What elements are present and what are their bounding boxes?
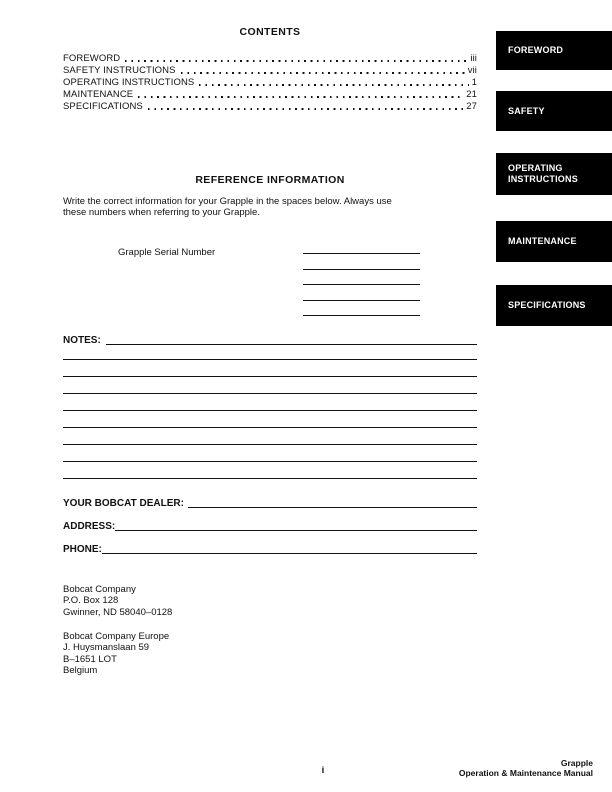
table-of-contents [63, 52, 477, 112]
dot-leader [181, 72, 465, 74]
toc-entry-page: vii [467, 65, 477, 76]
dot-leader [148, 108, 463, 110]
dealer-blank-line [188, 507, 477, 508]
address-blank-line [115, 530, 477, 531]
toc-entry-foreword[interactable] [63, 52, 477, 64]
address-line: Belgium [63, 665, 98, 677]
toc-entry-page: iii [470, 53, 477, 64]
notes-blank-lines [63, 343, 477, 479]
section-tab-label: OPERATING INSTRUCTIONS [508, 163, 578, 184]
notes-blank-line [63, 462, 477, 479]
notes-blank-line [63, 428, 477, 445]
serial-number-label: Grapple Serial Number [118, 247, 216, 258]
section-tab-operating-instructions[interactable] [496, 153, 612, 195]
notes-blank-line [63, 343, 477, 360]
notes-blank-line [63, 394, 477, 411]
toc-entry-page: 1 [471, 77, 477, 88]
toc-entry-label: SAFETY INSTRUCTIONS [63, 65, 176, 76]
address-label: ADDRESS: [63, 521, 116, 532]
notes-blank-line [63, 377, 477, 394]
address-row [63, 520, 477, 532]
section-tab-specifications[interactable] [496, 285, 612, 326]
phone-blank-line [102, 553, 477, 554]
page-number: i [321, 765, 325, 776]
toc-entry-safety-instructions[interactable] [63, 64, 477, 76]
toc-entry-maintenance[interactable] [63, 88, 477, 100]
footer-doc-line: Grapple [560, 758, 593, 768]
toc-entry-page: 27 [466, 101, 477, 112]
section-tab-safety[interactable] [496, 91, 612, 131]
contents-title: CONTENTS [239, 26, 301, 38]
toc-entry-specifications[interactable] [63, 100, 477, 112]
notes-label: NOTES: [63, 335, 101, 346]
footer-doc-line: Operation & Maintenance Manual [458, 767, 593, 778]
dot-leader [125, 60, 467, 62]
serial-blank-line [303, 285, 420, 300]
toc-entry-label: MAINTENANCE [63, 89, 134, 100]
toc-entry-page: 21 [466, 89, 477, 100]
address-line: J. Huysmanslaan 59 [63, 642, 150, 654]
address-line: Bobcat Company Europe [63, 631, 170, 642]
serial-blank-line [303, 270, 420, 285]
reference-intro-paragraph [63, 196, 479, 219]
address-line: Gwinner, ND 58040–0128 [63, 606, 173, 618]
toc-entry-label: FOREWORD [63, 53, 121, 64]
company-address-europe [63, 631, 169, 677]
notes-blank-line [63, 360, 477, 377]
dot-leader [199, 84, 468, 86]
phone-row [63, 543, 477, 555]
notes-blank-line [63, 411, 477, 428]
reference-intro-line: these numbers when referring to your Grapple. [63, 207, 260, 219]
phone-label: PHONE: [63, 544, 102, 555]
address-line: P.O. Box 128 [63, 595, 119, 607]
serial-number-blank-lines [303, 239, 420, 316]
company-address-us [63, 584, 172, 618]
section-tab-maintenance[interactable] [496, 221, 612, 262]
notes-blank-line [63, 445, 477, 462]
address-line: B–1651 LOT [63, 653, 117, 665]
section-tab-label: MAINTENANCE [508, 236, 577, 247]
dealer-row [63, 497, 477, 509]
serial-blank-line [303, 254, 420, 269]
section-tab-label: FOREWORD [508, 45, 564, 56]
document-title-footer [459, 759, 593, 778]
serial-blank-line [303, 301, 420, 316]
reference-intro-line: Write the correct information for your Grapple in the spaces below. Always use [63, 196, 392, 207]
section-tab-label: SPECIFICATIONS [508, 300, 586, 311]
toc-entry-label: SPECIFICATIONS [63, 101, 143, 112]
address-line: Bobcat Company [63, 584, 136, 595]
toc-entry-operating-instructions[interactable] [63, 76, 477, 88]
reference-information-title: REFERENCE INFORMATION [195, 174, 345, 186]
section-tab-foreword[interactable] [496, 31, 612, 70]
serial-blank-line [303, 239, 420, 254]
section-tab-label: SAFETY [508, 105, 545, 116]
dot-leader [138, 96, 463, 98]
toc-entry-label: OPERATING INSTRUCTIONS [63, 77, 195, 88]
dealer-label: YOUR BOBCAT DEALER: [63, 498, 184, 509]
